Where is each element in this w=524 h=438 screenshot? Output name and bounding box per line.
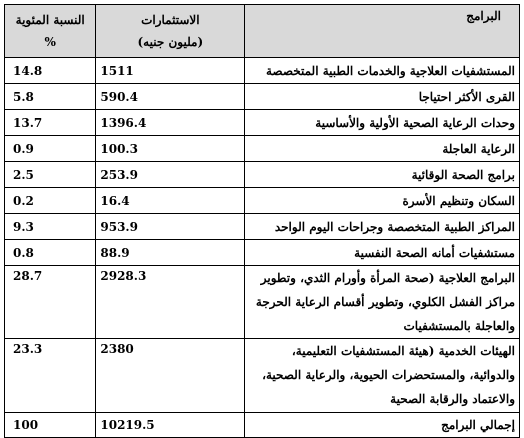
- header-percent-title: النسبة المئوية: [15, 13, 85, 27]
- percent-cell: 23.3: [5, 339, 96, 413]
- percent-cell: 2.5: [5, 162, 96, 188]
- total-percent-cell: 100: [5, 413, 96, 438]
- program-cell: المراكز الطبية المتخصصة وجراحات اليوم الواحد: [245, 214, 520, 240]
- program-cell: البرامج العلاجية (صحة المرأة وأورام الثدي، وتطوير مراكز الفشل الكلوي، وتطوير أقسام الرعاية الحرجة والعاجلة بالمستشفيات: [245, 266, 520, 339]
- investment-cell: 1396.4: [96, 110, 245, 136]
- percent-cell: 0.2: [5, 188, 96, 214]
- investment-cell: 1511: [96, 58, 245, 84]
- investment-cell: 2380: [96, 339, 245, 413]
- table-row: [5, 162, 520, 188]
- investment-cell: 100.3: [96, 136, 245, 162]
- table-row: [5, 110, 520, 136]
- header-investments: [96, 5, 245, 58]
- percent-cell: 0.9: [5, 136, 96, 162]
- table-row: [5, 240, 520, 266]
- table-row: [5, 188, 520, 214]
- header-percent: [5, 5, 96, 58]
- investment-cell: 590.4: [96, 84, 245, 110]
- table-row: [5, 58, 520, 84]
- investment-table: [4, 4, 520, 438]
- program-cell: الرعاية العاجلة: [245, 136, 520, 162]
- percent-cell: 13.7: [5, 110, 96, 136]
- percent-cell: 28.7: [5, 266, 96, 339]
- percent-cell: 5.8: [5, 84, 96, 110]
- program-cell: السكان وتنظيم الأسرة: [245, 188, 520, 214]
- program-cell: وحدات الرعاية الصحية الأولية والأساسية: [245, 110, 520, 136]
- table-row: [5, 266, 520, 339]
- investment-cell: 953.9: [96, 214, 245, 240]
- total-program-cell: إجمالي البرامج: [245, 413, 520, 438]
- table-row: [5, 136, 520, 162]
- percent-cell: 14.8: [5, 58, 96, 84]
- header-percent-unit: %: [44, 35, 56, 49]
- total-investment-cell: 10219.5: [96, 413, 245, 438]
- table-row: [5, 84, 520, 110]
- total-row: [5, 413, 520, 438]
- percent-cell: 9.3: [5, 214, 96, 240]
- table-row: [5, 214, 520, 240]
- program-cell: الهيئات الخدمية (هيئة المستشفيات التعليمية، والدوائية، والمستحضرات الحيوية، والرعاية الصحية، والاعتماد والرقابة الصحية: [245, 339, 520, 413]
- header-investments-title: الاستثمارات: [141, 13, 200, 27]
- header-programs: البرامج: [245, 5, 520, 58]
- program-cell: مستشفيات أمانه الصحة النفسية: [245, 240, 520, 266]
- program-cell: برامج الصحة الوقائية: [245, 162, 520, 188]
- investment-cell: 88.9: [96, 240, 245, 266]
- table-row: [5, 339, 520, 413]
- program-cell: القرى الأكثر احتياجا: [245, 84, 520, 110]
- percent-cell: 0.8: [5, 240, 96, 266]
- investment-cell: 253.9: [96, 162, 245, 188]
- investment-cell: 2928.3: [96, 266, 245, 339]
- investment-cell: 16.4: [96, 188, 245, 214]
- header-investments-unit: (مليون جنيه): [137, 35, 204, 49]
- program-cell: المستشفيات العلاجية والخدمات الطبية المتخصصة: [245, 58, 520, 84]
